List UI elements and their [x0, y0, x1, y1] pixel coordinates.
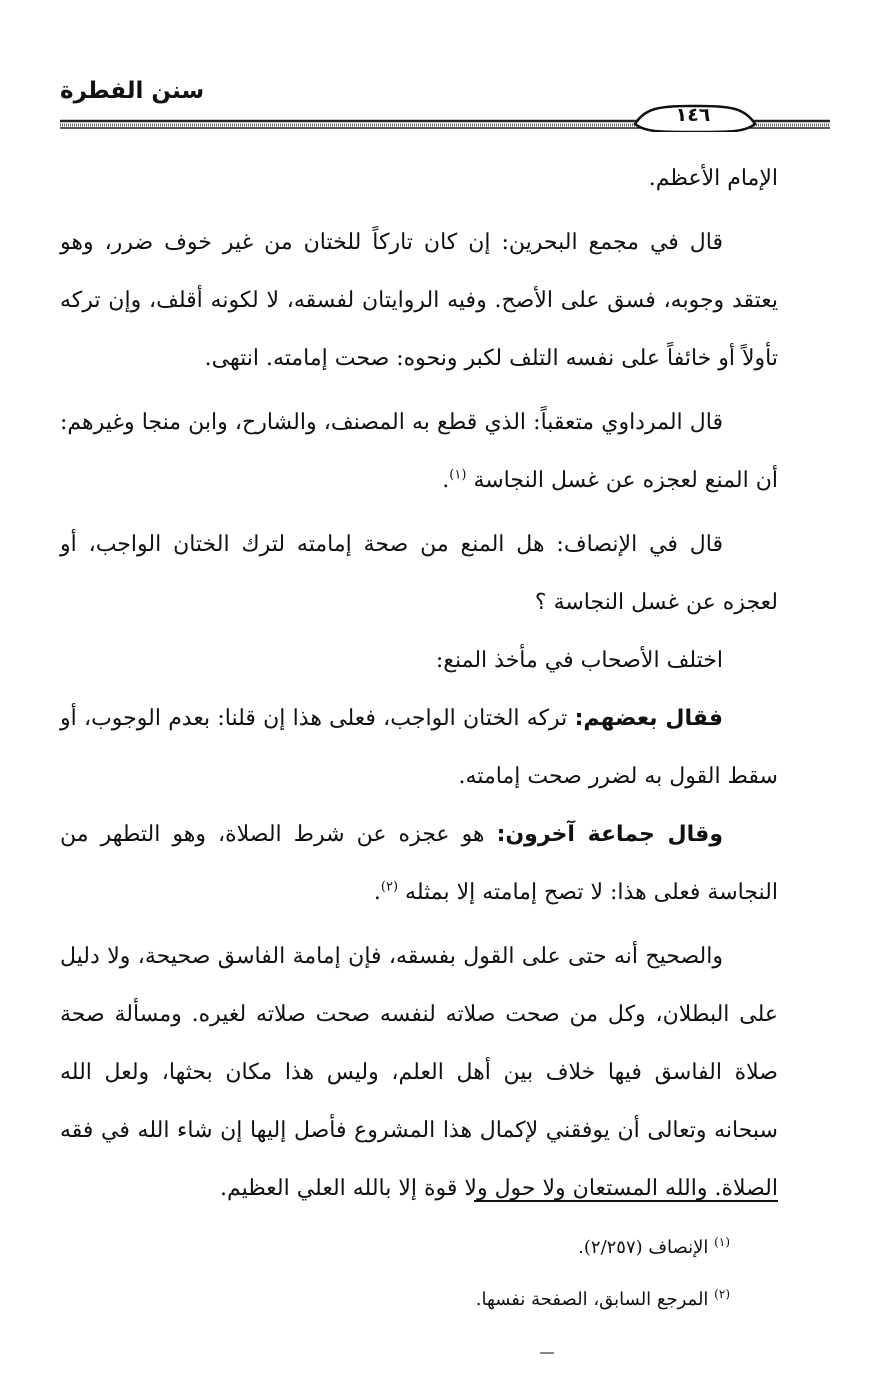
- paragraph-2-text: قال في مجمع البحرين: إن كان تاركاً للختان من غير خوف ضرر، وهو يعتقد وجوبه، فسق على الأصح. وفيه الروايتان لفسقه، لا لكونه أقلف، وإن تركه تأولاً أو خائفاً على نفسه التلف لكبر ونحوه: صحت إمامته. انتهى.: [60, 230, 778, 371]
- paragraph-1: [60, 150, 778, 208]
- page-number: ١٤٦: [675, 104, 711, 126]
- paragraph-3: [60, 394, 778, 510]
- paragraph-5-text: اختلف الأصحاب في مأخذ المنع:: [435, 648, 723, 673]
- paragraph-6-lead: فقال بعضهم:: [574, 706, 723, 731]
- paragraph-3-text: قال المرداوي متعقباً: الذي قطع به المصنف، والشارح، وابن منجا وغيرهم: أن المنع لعجزه عن غسل النجاسة: [60, 410, 778, 493]
- body-text: [60, 150, 778, 1218]
- footnote-ref-1[interactable]: (١): [449, 467, 467, 483]
- paragraph-6: [60, 690, 778, 806]
- footnote-1: [300, 1222, 730, 1274]
- footnote-2-marker: (٢): [714, 1287, 730, 1301]
- page-header: [60, 72, 830, 132]
- paragraph-7-lead: وقال جماعة آخرون:: [496, 822, 723, 847]
- paragraph-1-text: الإمام الأعظم.: [648, 166, 778, 191]
- footnote-ref-2[interactable]: (٢): [380, 879, 399, 895]
- footnote-1-text: الإنصاف (٢/٢٥٧).: [578, 1237, 709, 1258]
- footnote-2: [300, 1274, 730, 1326]
- footnote-1-marker: (١): [714, 1235, 730, 1249]
- paragraph-3-period: .: [442, 468, 450, 493]
- paragraph-8: [60, 928, 778, 1218]
- paragraph-6-text: تركه الختان الواجب، فعلى هذا إن قلنا: بعدم الوجوب، أو سقط القول به لضرر صحت إمامته.: [60, 706, 778, 789]
- paragraph-2: [60, 214, 778, 388]
- paragraph-4-text: قال في الإنصاف: هل المنع من صحة إمامته لترك الختان الواجب، أو لعجزه عن غسل النجاسة ؟: [60, 532, 778, 615]
- footnote-2-text: المرجع السابق، الصفحة نفسها.: [475, 1289, 709, 1310]
- paragraph-4: [60, 516, 778, 632]
- paragraph-5: [60, 632, 778, 690]
- paragraph-7-period: .: [373, 880, 381, 905]
- footnote-separator: [474, 1200, 778, 1202]
- scan-speck: [540, 1352, 554, 1354]
- book-title: سنن الفطرة: [60, 78, 205, 104]
- paragraph-7-text: هو عجزه عن شرط الصلاة، وهو التطهر من النجاسة فعلى هذا: لا تصح إمامته إلا بمثله: [60, 822, 778, 905]
- footnotes: [300, 1222, 730, 1326]
- paragraph-7: [60, 806, 778, 922]
- paragraph-8-text: والصحيح أنه حتى على القول بفسقه، فإن إمامة الفاسق صحيحة، ولا دليل على البطلان، وكل من صحت صلاته لنفسه صحت صلاته لغيره. ومسألة صحة صلاة الفاسق فيها خلاف بين أهل العلم، وليس هذا مكان بحثها، ولعل الله سبحانه وتعالى أن يوفقني لإكمال هذا المشروع فأصل إليها إن شاء الله في فقه الصلاة. والله المستعان ولا حول ولا قوة إلا بالله العلي العظيم.: [60, 944, 778, 1201]
